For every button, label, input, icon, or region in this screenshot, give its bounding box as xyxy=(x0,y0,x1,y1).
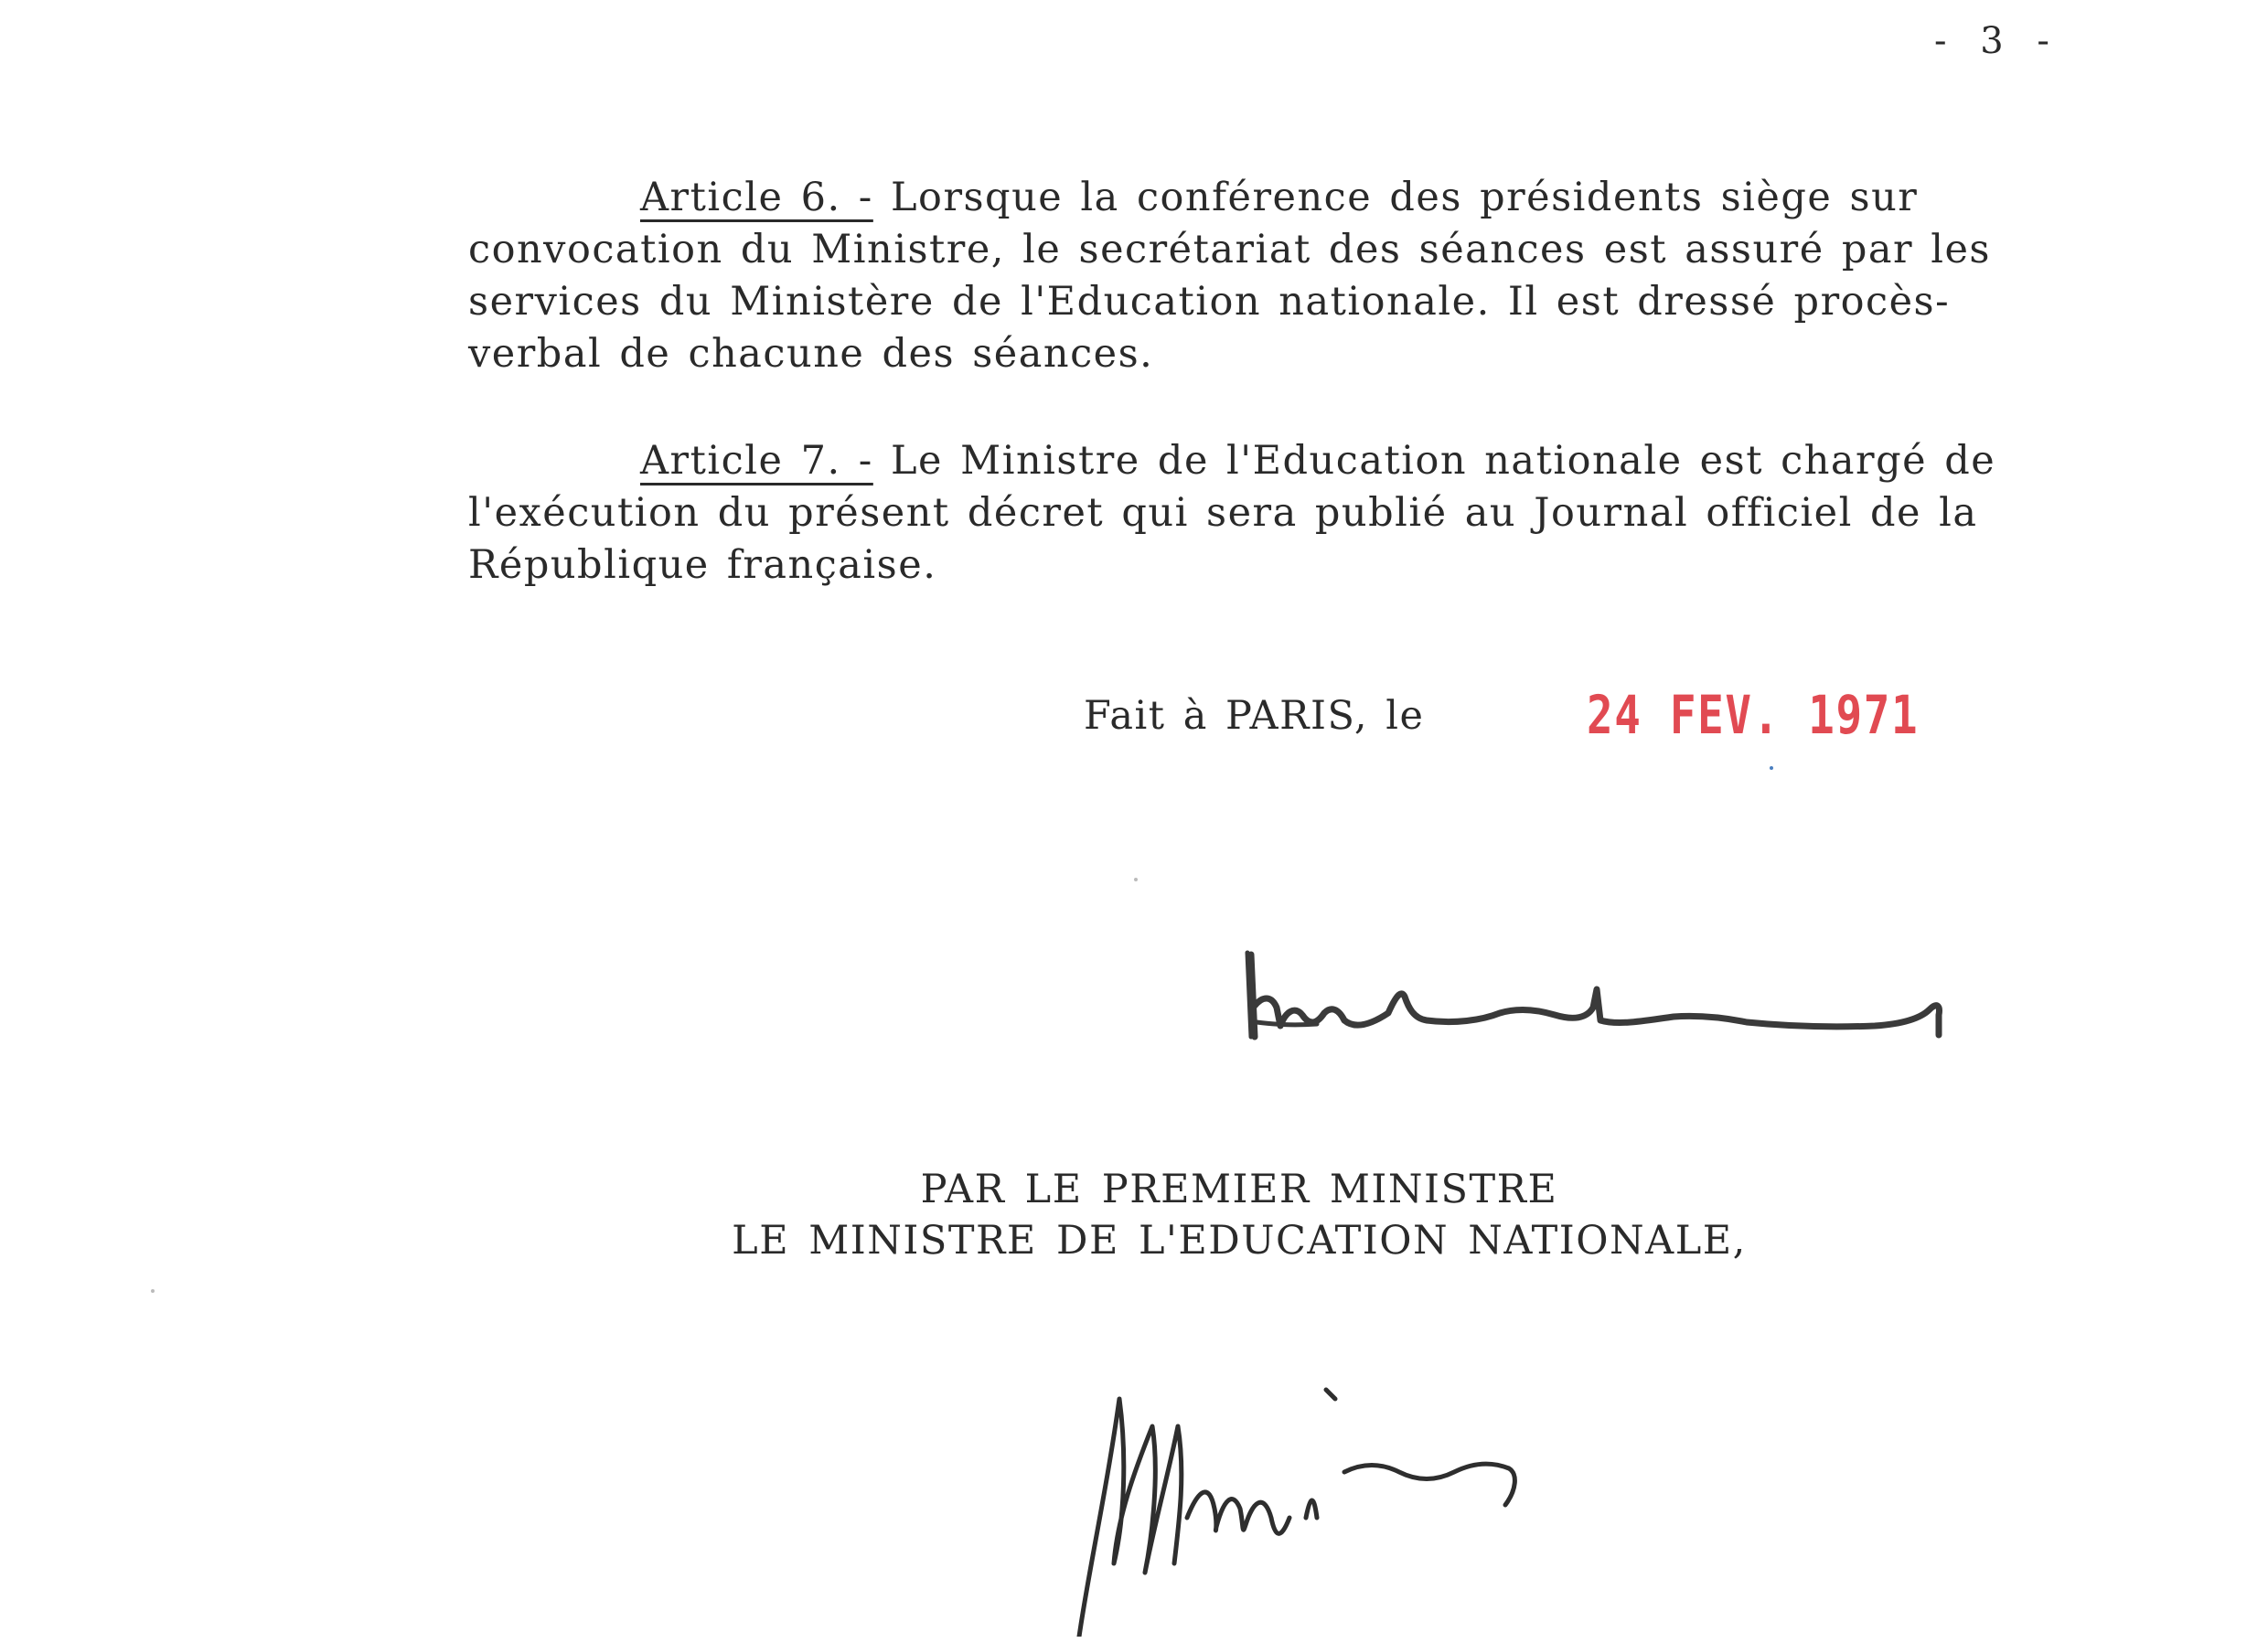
article-7-line-2: l'exécution du présent décret qui sera publié au Journal officiel de la xyxy=(468,490,1978,536)
article-6-line-2: convocation du Ministre, le secrétariat des séances est assuré par les xyxy=(468,227,1991,272)
paper-speck xyxy=(151,1289,155,1293)
article-6-line-1-text: Lorsque la conférence des présidents siège sur xyxy=(872,175,1919,220)
article-7-line-1-text: Le Ministre de l'Education nationale est chargé de xyxy=(872,438,1996,484)
article-6-line-3: services du Ministère de l'Education nationale. Il est dressé procès- xyxy=(468,279,1951,325)
article-7-paragraph xyxy=(468,435,2133,592)
article-7-line-3: République française. xyxy=(468,542,937,588)
article-6-line-1 xyxy=(468,172,2133,224)
place-date-text: Fait à PARIS, le xyxy=(1084,693,1425,739)
signature-minister xyxy=(1061,1335,1719,1637)
date-stamp: 24 FEV. 1971 xyxy=(1587,684,1920,746)
article-6-paragraph xyxy=(468,172,2133,380)
article-6-line-4: verbal de chacune des séances. xyxy=(468,331,1154,377)
signatory-line-2: LE MINISTRE DE L'EDUCATION NATIONALE, xyxy=(732,1218,1747,1264)
paper-speck xyxy=(1134,878,1138,881)
signatory-line-1: PAR LE PREMIER MINISTRE xyxy=(920,1167,1558,1212)
paper-speck xyxy=(1770,766,1773,770)
article-7-line-1 xyxy=(468,435,2133,487)
page-number: - 3 - xyxy=(1934,20,2060,62)
article-7-label: Article 7. - xyxy=(640,438,873,484)
signature-president xyxy=(1235,942,1948,1051)
article-6-label: Article 6. - xyxy=(640,175,873,220)
